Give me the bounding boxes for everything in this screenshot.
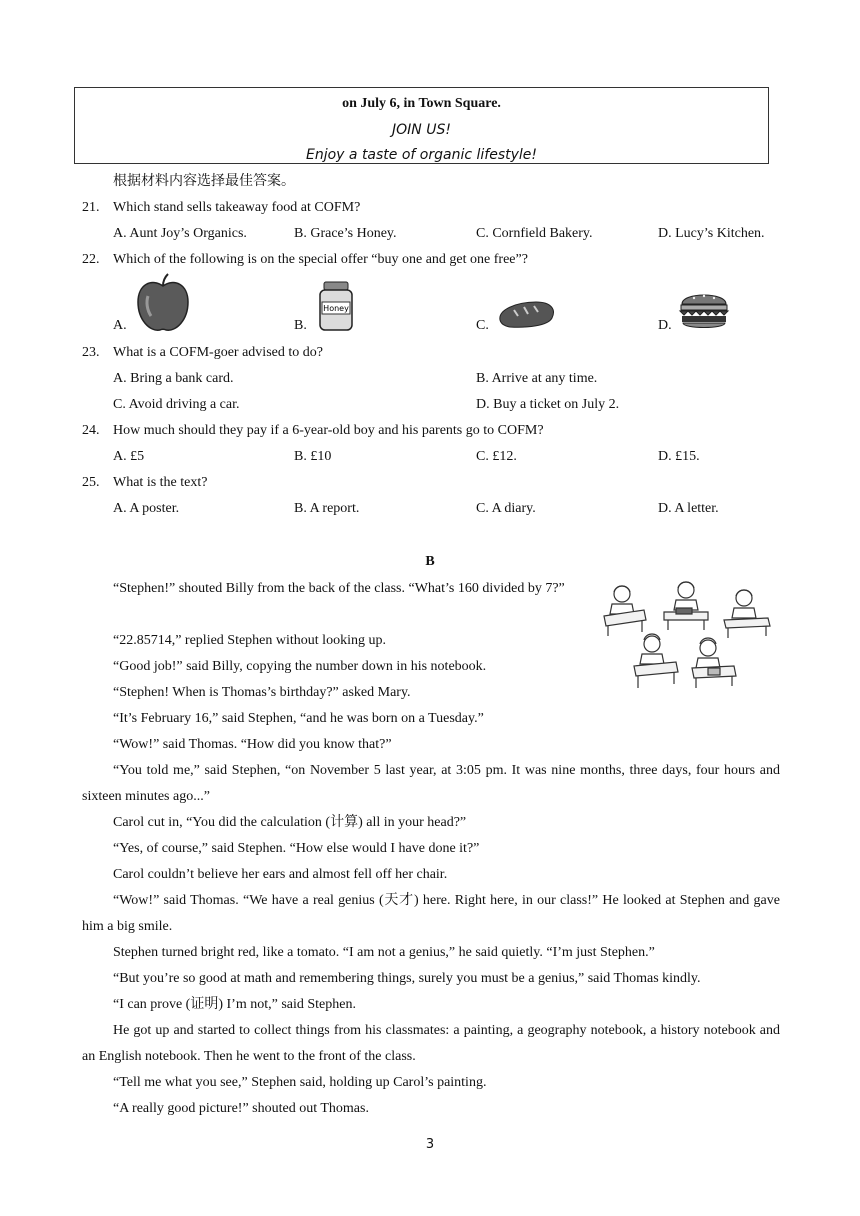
passage-paragraph: Carol cut in, “You did the calculation (计算) all in your head?” [113,815,467,830]
passage-paragraph: “You told me,” said Stephen, “on November 5 last year, at 3:05 pm. It was nine months, three days, four hours and sixteen minutes ago...” [82,763,780,804]
option-c[interactable]: C. £12. [476,449,517,464]
question-text: Which of the following is on the special offer “buy one and get one free”? [113,252,528,267]
passage-paragraph: He got up and started to collect things from his classmates: a painting, a geography notebook, a history notebook and an English notebook. Then he went to the front of the class. [82,1023,780,1064]
honey-jar-icon [316,280,356,332]
poster-date-line: on July 6, in Town Square. [342,96,501,111]
option-b[interactable]: B. £10 [294,449,332,464]
passage-paragraph: “But you’re so good at math and remembering things, surely you must be a genius,” said Thomas kindly. [113,971,701,986]
passage-paragraph: “22.85714,” replied Stephen without looking up. [113,633,386,648]
passage-paragraph: “Stephen! When is Thomas’s birthday?” asked Mary. [113,685,411,700]
hamburger-icon [678,286,730,332]
option-b[interactable]: B. A report. [294,501,360,516]
page-number: 3 [425,1137,435,1152]
passage-paragraph: “Wow!” said Thomas. “We have a real genius (天才) here. Right here, in our class!” He looked at Stephen and gave him a big smile. [82,893,780,934]
option-c[interactable]: C. Avoid driving a car. [113,397,240,412]
option-d[interactable]: D. A letter. [658,501,719,516]
poster-box [74,87,769,164]
passage-paragraph: “I can prove (证明) I’m not,” said Stephen. [113,997,356,1012]
question-number: 22. [82,252,100,267]
passage-paragraph: “It’s February 16,” said Stephen, “and he was born on a Tuesday.” [113,711,484,726]
passage-paragraph: “Good job!” said Billy, copying the number down in his notebook. [113,659,487,674]
passage-paragraph: “Wow!” said Thomas. “How did you know that?” [113,737,392,752]
question-number: 21. [82,200,100,215]
passage-paragraph: “Yes, of course,” said Stephen. “How else would I have done it?” [113,841,480,856]
passage-paragraph: “Stephen!” shouted Billy from the back of the class. “What’s 160 divided by 7?” [113,581,565,596]
option-a[interactable]: A. Bring a bank card. [113,371,234,386]
option-a[interactable]: A. Aunt Joy’s Organics. [113,226,247,241]
instruction: 根据材料内容选择最佳答案。 [113,174,295,189]
poster-slogan-line: Enjoy a taste of organic lifestyle! [306,147,537,163]
passage-paragraph: Carol couldn’t believe her ears and almost fell off her chair. [113,867,448,882]
passage-paragraph: “A really good picture!” shouted out Thomas. [113,1101,369,1116]
option-a[interactable]: A. [113,318,127,333]
question-number: 24. [82,423,100,438]
section-heading: B [425,554,435,569]
question-number: 25. [82,475,100,490]
option-d[interactable]: D. [658,318,672,333]
question-text: How much should they pay if a 6-year-old boy and his parents go to COFM? [113,423,544,438]
apple-icon [134,272,192,334]
option-c[interactable]: C. [476,318,489,333]
option-c[interactable]: C. A diary. [476,501,536,516]
question-text: What is a COFM-goer advised to do? [113,345,323,360]
option-b[interactable]: B. [294,318,307,333]
question-number: 23. [82,345,100,360]
option-d[interactable]: D. £15. [658,449,700,464]
bread-icon [496,298,556,330]
option-c[interactable]: C. Cornfield Bakery. [476,226,593,241]
honey-label: Honey [323,304,349,313]
question-text: What is the text? [113,475,208,490]
option-a[interactable]: A. £5 [113,449,145,464]
option-b[interactable]: B. Arrive at any time. [476,371,598,386]
poster-join-line: JOIN US! [392,122,451,138]
option-a[interactable]: A. A poster. [113,501,180,516]
question-text: Which stand sells takeaway food at COFM? [113,200,361,215]
option-b[interactable]: B. Grace’s Honey. [294,226,397,241]
option-d[interactable]: D. Buy a ticket on July 2. [476,397,620,412]
passage-paragraph: “Tell me what you see,” Stephen said, holding up Carol’s painting. [113,1075,487,1090]
passage-paragraph: Stephen turned bright red, like a tomato. “I am not a genius,” he said quietly. “I’m just Stephen.” [113,945,655,960]
option-d[interactable]: D. Lucy’s Kitchen. [658,226,765,241]
